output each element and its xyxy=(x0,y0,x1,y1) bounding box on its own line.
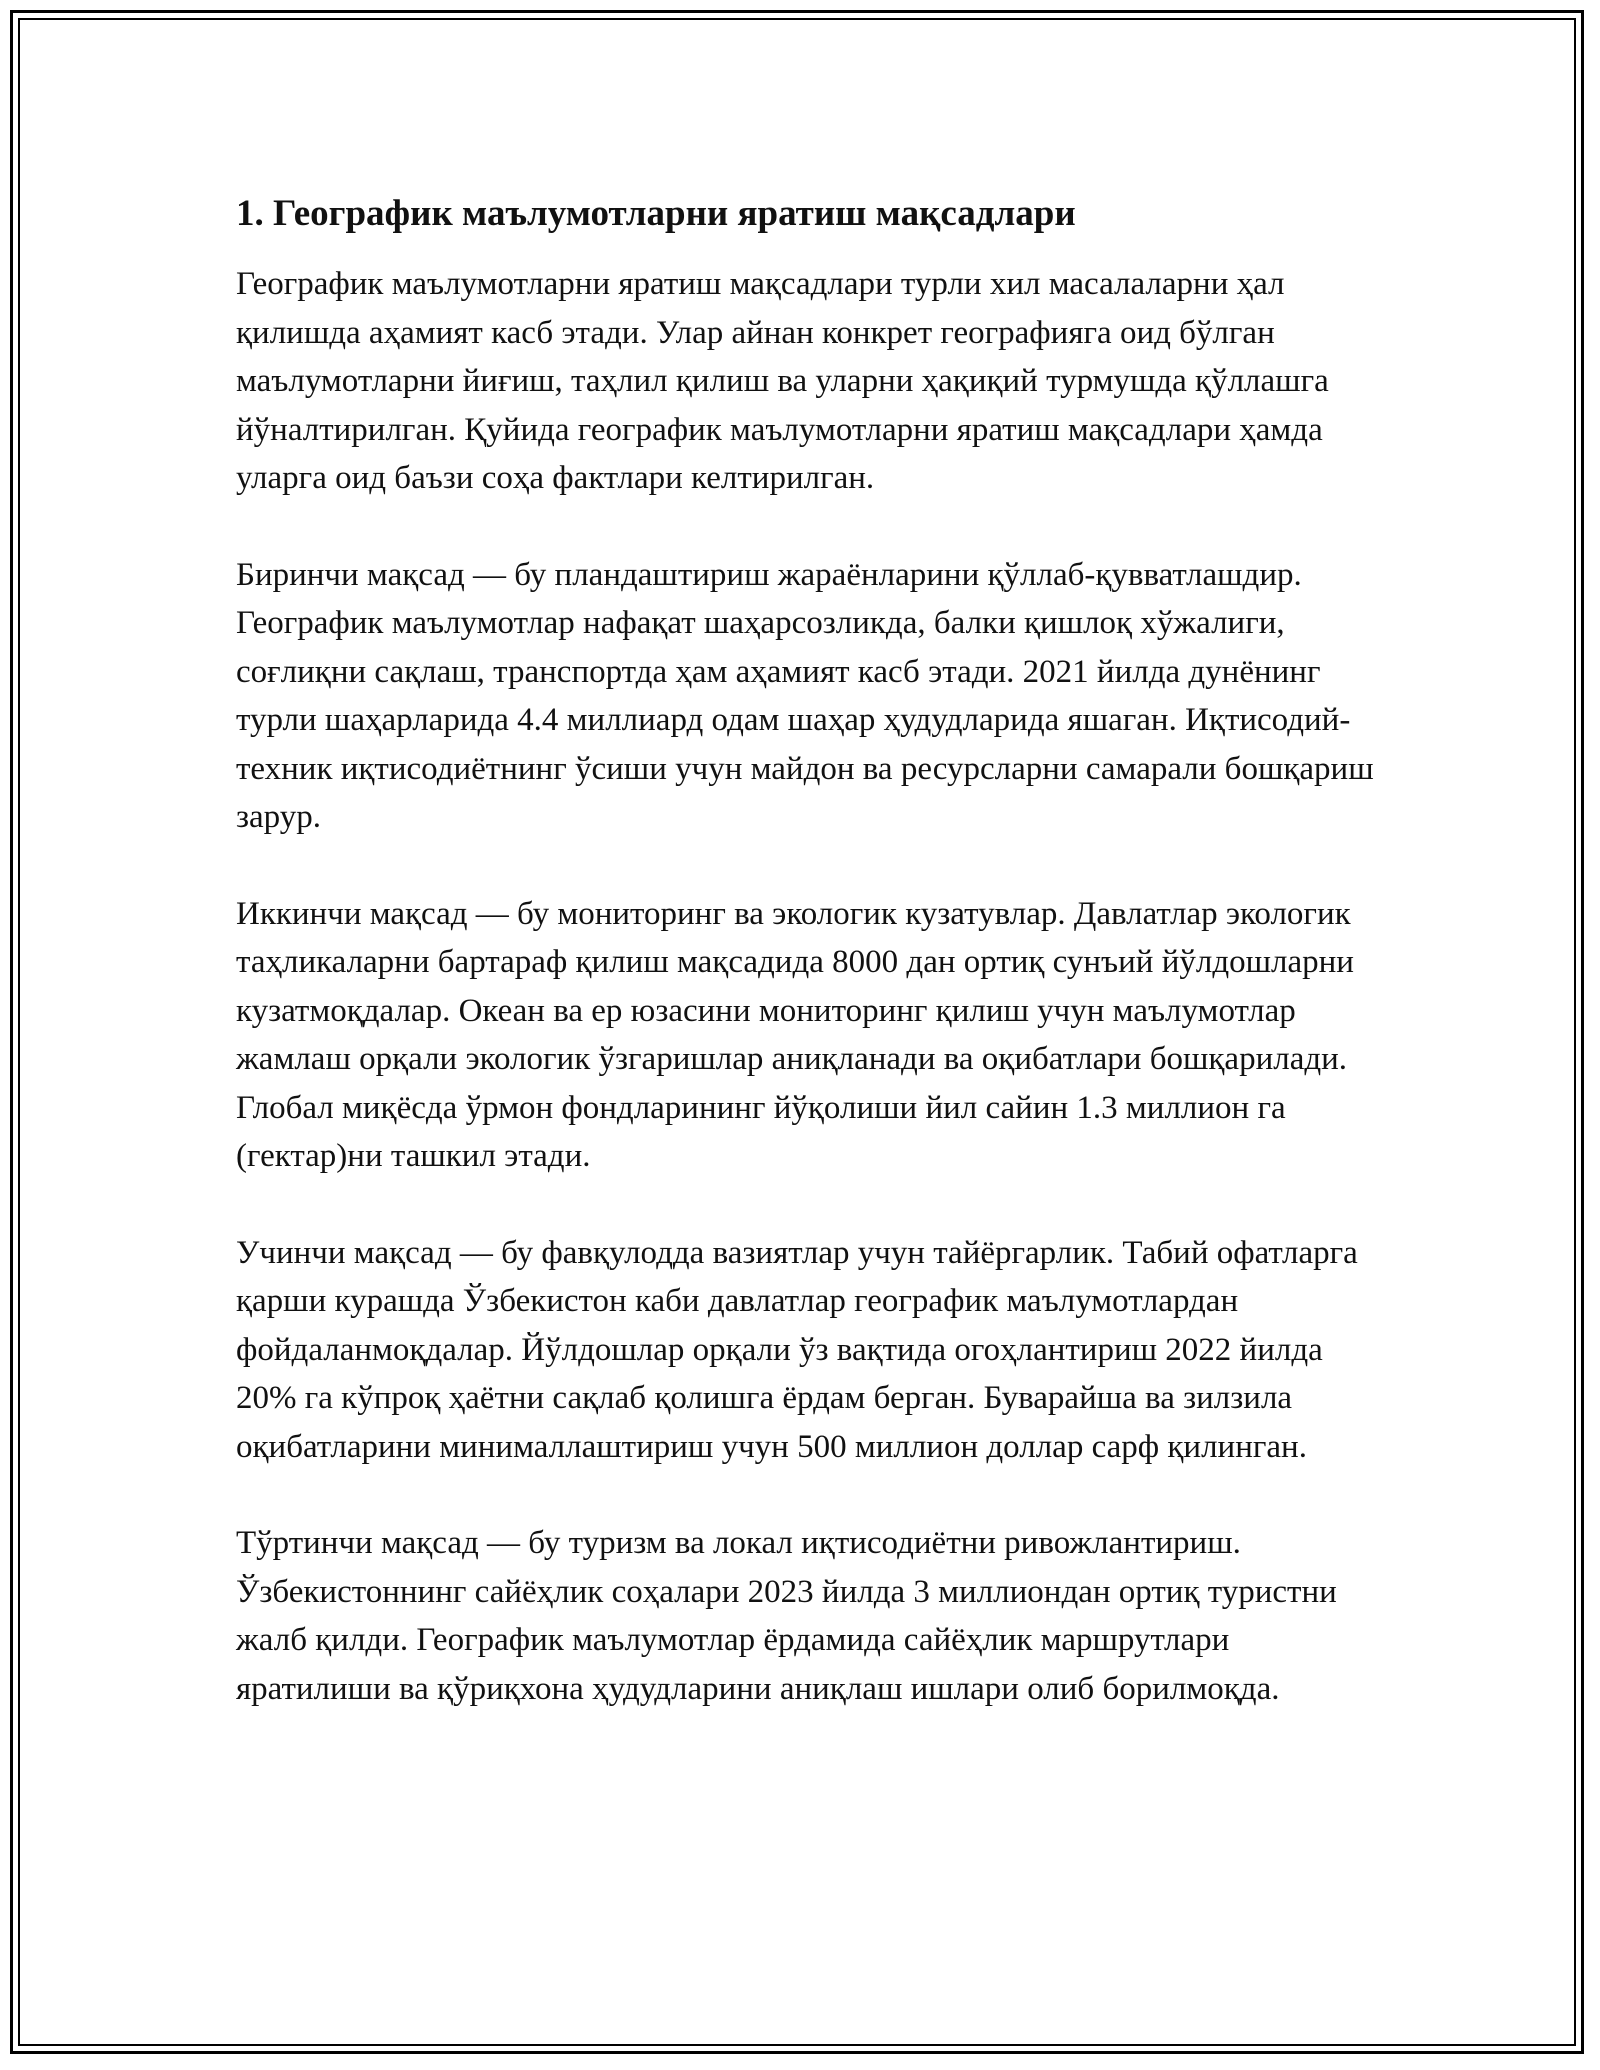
section-title: 1. Географик маълумотларни яратиш мақсадлари xyxy=(236,193,1076,234)
paragraph-third-goal: Учинчи мақсад — бу фавқулодда вазиятлар учун тайёргарлик. Табий офатларга қарши курашда Ўзбекистон каби давлатлар географик маълумотлардан фойдаланмоқдалар. Йўлдошлар орқали ўз вақтида огоҳлантириш 2022 йилда 20% га кўпроқ ҳаётни сақлаб қолишга ёрдам берган. Буварайша ва зилзила оқибатларини минималлаштириш учун 500 миллион доллар сарф қилинган. xyxy=(236,1234,1358,1465)
paragraph-intro: Географик маълумотларни яратиш мақсадлари турли хил масалаларни ҳал қилишда аҳамият касб этади. Улар айнан конкрет географияга оид бўлган маълумотларни йиғиш, таҳлил қилиш ва уларни ҳақиқий турмушда қўллашга йўналтирилган. Қуйида географик маълумотларни яратиш мақсадлари ҳамда уларга оид баъзи соҳа фактлари келтирилган. xyxy=(236,266,1329,496)
paragraph-fourth-goal: Тўртинчи мақсад — бу туризм ва локал иқтисодиётни ривожлантириш. Ўзбекистоннинг сайёҳлик соҳалари 2023 йилда 3 миллиондан ортиқ туристни жалб қилди. Географик маълумотлар ёрдамида сайёҳлик маршрутлари яратилиши ва қўриқхона ҳудудларини аниқлаш ишлари олиб борилмоқда. xyxy=(236,1525,1337,1707)
document-body xyxy=(236,190,1386,1761)
paragraph-first-goal: Биринчи мақсад — бу пландаштириш жараёнларини қўллаб-қувватлашдир. Географик маълумотлар нафақат шаҳарсозликда, балки қишлоқ хўжалиги, соғлиқни сақлаш, транспортда ҳам аҳамият касб этади. 2021 йилда дунёнинг турли шаҳарларида 4.4 миллиард одам шаҳар ҳудудларида яшаган. Иқтисодий-техник иқтисодиётнинг ўсиши учун майдон ва ресурсларни самарали бошқариш зарур. xyxy=(236,556,1374,835)
paragraph-second-goal: Иккинчи мақсад — бу мониторинг ва экологик кузатувлар. Давлатлар экологик таҳликаларни бартараф қилиш мақсадида 8000 дан ортиқ сунъий йўлдошларни кузатмоқдалар. Океан ва ер юзасини мониторинг қилиш учун маълумотлар жамлаш орқали экологик ўзгаришлар аниқланади ва оқибатлари бошқарилади. Глобал миқёсда ўрмон фондларининг йўқолиши йил сайин 1.3 миллион га (гектар)ни ташкил этади. xyxy=(236,895,1354,1174)
